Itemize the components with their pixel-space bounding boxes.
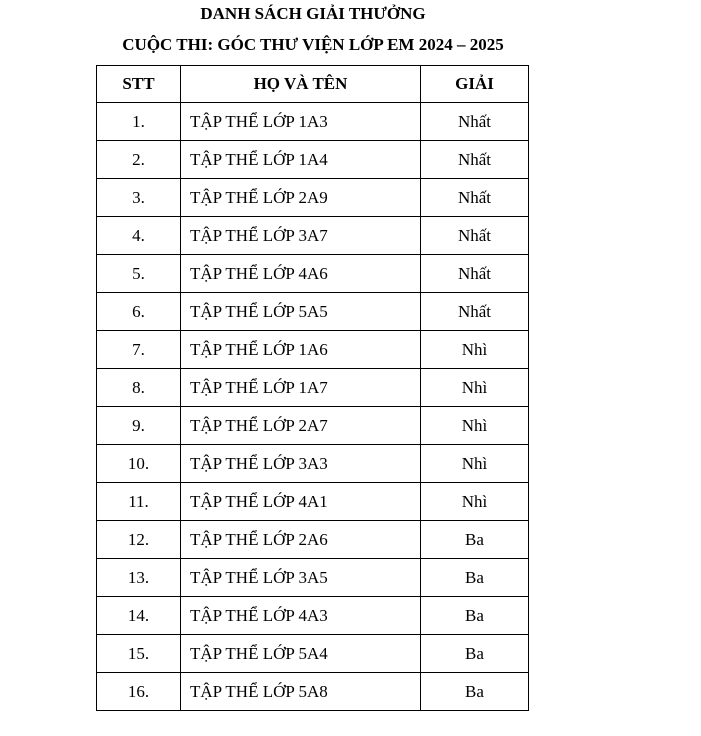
prize-cell: Nhì (421, 445, 529, 483)
stt-cell: 7. (97, 331, 181, 369)
header-name: HỌ VÀ TÊN (181, 66, 421, 103)
table-row (97, 141, 529, 179)
table-row (97, 559, 529, 597)
table-row (97, 179, 529, 217)
prize-cell: Nhất (421, 103, 529, 141)
name-cell: TẬP THỂ LỚP 2A9 (181, 179, 421, 217)
prize-cell: Nhì (421, 407, 529, 445)
name-cell: TẬP THỂ LỚP 5A5 (181, 293, 421, 331)
prize-cell: Ba (421, 597, 529, 635)
name-cell: TẬP THỂ LỚP 5A4 (181, 635, 421, 673)
name-cell: TẬP THỂ LỚP 4A3 (181, 597, 421, 635)
stt-cell: 16. (97, 673, 181, 711)
table-row (97, 293, 529, 331)
prize-cell: Nhất (421, 217, 529, 255)
stt-cell: 5. (97, 255, 181, 293)
header-prize: GIẢI (421, 66, 529, 103)
table-body (97, 103, 529, 711)
table-row (97, 217, 529, 255)
name-cell: TẬP THỂ LỚP 1A3 (181, 103, 421, 141)
prize-cell: Ba (421, 635, 529, 673)
stt-cell: 12. (97, 521, 181, 559)
table-row (97, 597, 529, 635)
stt-cell: 15. (97, 635, 181, 673)
name-cell: TẬP THỂ LỚP 2A6 (181, 521, 421, 559)
table-row (97, 331, 529, 369)
table-row (97, 521, 529, 559)
document-title: DANH SÁCH GIẢI THƯỞNG (200, 4, 426, 23)
prize-cell: Nhất (421, 179, 529, 217)
name-cell: TẬP THỂ LỚP 1A4 (181, 141, 421, 179)
table-row (97, 103, 529, 141)
table-header-row (97, 66, 529, 103)
stt-cell: 3. (97, 179, 181, 217)
prize-cell: Nhì (421, 331, 529, 369)
table-row (97, 407, 529, 445)
stt-cell: 1. (97, 103, 181, 141)
name-cell: TẬP THỂ LỚP 5A8 (181, 673, 421, 711)
prize-cell: Nhất (421, 293, 529, 331)
stt-cell: 14. (97, 597, 181, 635)
prize-cell: Nhất (421, 141, 529, 179)
header-stt: STT (97, 66, 181, 103)
prize-cell: Nhì (421, 369, 529, 407)
name-cell: TẬP THỂ LỚP 3A3 (181, 445, 421, 483)
prize-cell: Ba (421, 521, 529, 559)
stt-cell: 9. (97, 407, 181, 445)
prize-cell: Ba (421, 673, 529, 711)
awards-table (96, 65, 529, 711)
stt-cell: 10. (97, 445, 181, 483)
name-cell: TẬP THỂ LỚP 1A6 (181, 331, 421, 369)
document-subtitle: CUỘC THI: GÓC THƯ VIỆN LỚP EM 2024 – 2025 (122, 35, 504, 54)
name-cell: TẬP THỂ LỚP 3A7 (181, 217, 421, 255)
name-cell: TẬP THỂ LỚP 4A6 (181, 255, 421, 293)
name-cell: TẬP THỂ LỚP 4A1 (181, 483, 421, 521)
stt-cell: 6. (97, 293, 181, 331)
stt-cell: 2. (97, 141, 181, 179)
stt-cell: 11. (97, 483, 181, 521)
stt-cell: 8. (97, 369, 181, 407)
name-cell: TẬP THỂ LỚP 2A7 (181, 407, 421, 445)
table-row (97, 445, 529, 483)
prize-cell: Nhì (421, 483, 529, 521)
table-row (97, 483, 529, 521)
stt-cell: 13. (97, 559, 181, 597)
table-row (97, 255, 529, 293)
name-cell: TẬP THỂ LỚP 1A7 (181, 369, 421, 407)
table-row (97, 635, 529, 673)
table-row (97, 369, 529, 407)
prize-cell: Ba (421, 559, 529, 597)
table-row (97, 673, 529, 711)
prize-cell: Nhất (421, 255, 529, 293)
name-cell: TẬP THỂ LỚP 3A5 (181, 559, 421, 597)
stt-cell: 4. (97, 217, 181, 255)
